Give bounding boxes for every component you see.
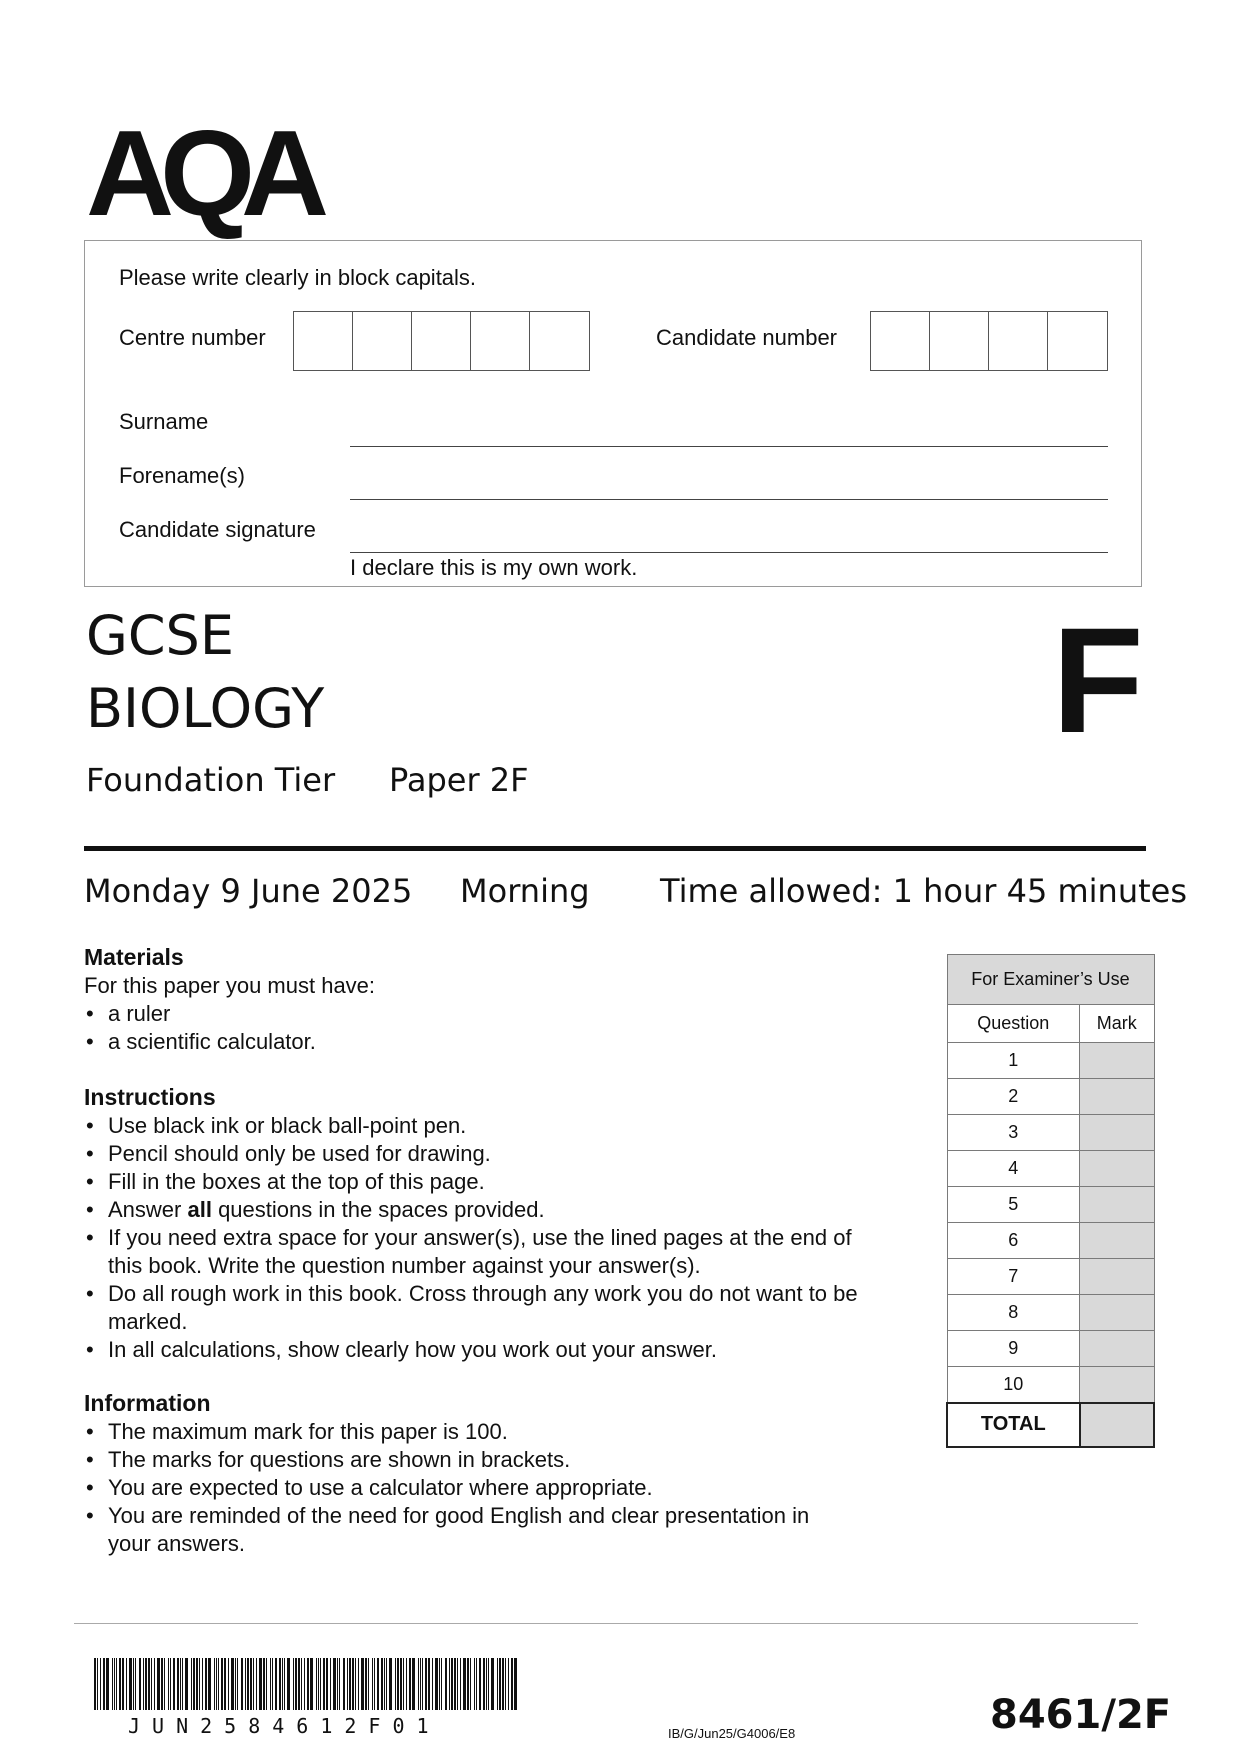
centre-number-boxes[interactable] (293, 311, 590, 371)
tier-label: Foundation Tier (86, 761, 336, 799)
centre-number-digit[interactable] (471, 312, 530, 370)
mark-cell[interactable] (1080, 1079, 1154, 1115)
list-item: • Use black ink or black ball-point pen. (84, 1112, 904, 1140)
mark-cell[interactable] (1080, 1367, 1154, 1403)
mark-cell[interactable] (1080, 1043, 1154, 1079)
header-divider (84, 846, 1146, 851)
candidate-number-digit[interactable] (871, 312, 930, 370)
list-item: • If you need extra space for your answer(s), use the lined pages at the end of this book. Write the question number against your answer(s). (84, 1224, 884, 1280)
exam-date: Monday 9 June 2025 (84, 872, 413, 910)
materials-section (84, 942, 904, 1056)
time-allowed: Time allowed: 1 hour 45 minutes (660, 872, 1187, 910)
question-number: 3 (947, 1115, 1080, 1151)
question-column-header: Question (947, 1005, 1080, 1043)
candidate-number-boxes[interactable] (870, 311, 1108, 371)
examiner-table-title: For Examiner’s Use (947, 955, 1154, 1005)
materials-intro: For this paper you must have: (84, 973, 376, 998)
candidate-number-digit[interactable] (989, 312, 1048, 370)
question-number: 6 (947, 1223, 1080, 1259)
paper-code: 8461/2F (990, 1692, 1172, 1738)
table-row (947, 1187, 1154, 1223)
table-row (947, 1259, 1154, 1295)
question-number: 4 (947, 1151, 1080, 1187)
signature-line[interactable] (350, 552, 1108, 553)
block-capitals-instruction: Please write clearly in block capitals. (119, 265, 477, 290)
information-section (84, 1388, 904, 1558)
forenames-line[interactable] (350, 499, 1108, 500)
examiner-use-table (946, 954, 1155, 1448)
paper-reference: IB/G/Jun25/G4006/E8 (668, 1726, 796, 1741)
mark-cell[interactable] (1080, 1331, 1154, 1367)
centre-number-digit[interactable] (530, 312, 589, 370)
question-number: 10 (947, 1367, 1080, 1403)
mark-cell[interactable] (1080, 1223, 1154, 1259)
list-item: • a ruler (84, 1000, 904, 1028)
table-row (947, 1115, 1154, 1151)
exam-session: Morning (460, 872, 590, 910)
mark-cell[interactable] (1080, 1151, 1154, 1187)
list-item: • Do all rough work in this book. Cross through any work you do not want to be marked. (84, 1280, 864, 1336)
surname-line[interactable] (350, 446, 1108, 447)
aqa-logo: AQA (86, 105, 316, 241)
table-row (947, 1367, 1154, 1403)
centre-number-digit[interactable] (294, 312, 353, 370)
table-row (947, 1079, 1154, 1115)
instructions-heading: Instructions (84, 1084, 216, 1110)
total-label: TOTAL (947, 1403, 1080, 1447)
list-item: • a scientific calculator. (84, 1028, 904, 1056)
surname-label: Surname (119, 409, 209, 434)
barcode-text: JUN2584612F01 (128, 1714, 441, 1738)
information-heading: Information (84, 1390, 211, 1416)
mark-cell[interactable] (1080, 1259, 1154, 1295)
signature-label: Candidate signature (119, 517, 316, 542)
qualification-title: GCSE (86, 604, 234, 667)
table-row (947, 1295, 1154, 1331)
question-number: 7 (947, 1259, 1080, 1295)
footer-divider (74, 1623, 1138, 1624)
question-number: 1 (947, 1043, 1080, 1079)
list-item: • In all calculations, show clearly how you work out your answer. (84, 1336, 904, 1364)
instructions-section (84, 1082, 904, 1364)
list-item: • Fill in the boxes at the top of this page. (84, 1168, 904, 1196)
table-row (947, 1151, 1154, 1187)
mark-cell[interactable] (1080, 1115, 1154, 1151)
centre-number-digit[interactable] (412, 312, 471, 370)
tier-letter: F (1052, 596, 1144, 764)
declaration-text: I declare this is my own work. (350, 555, 638, 580)
mark-column-header: Mark (1080, 1005, 1154, 1043)
candidate-number-digit[interactable] (930, 312, 989, 370)
answer-all-bold: all (187, 1197, 212, 1222)
subject-title: BIOLOGY (86, 677, 325, 740)
list-item: • The marks for questions are shown in brackets. (84, 1446, 904, 1474)
paper-label: Paper 2F (389, 761, 529, 799)
question-number: 9 (947, 1331, 1080, 1367)
list-item (84, 1196, 904, 1224)
answer-all-before: Answer (108, 1197, 188, 1222)
barcode-graphic (94, 1658, 524, 1710)
table-row (947, 1043, 1154, 1079)
candidate-number-label: Candidate number (656, 325, 838, 350)
list-item: • You are reminded of the need for good English and clear presentation in your answers. (84, 1502, 844, 1558)
materials-heading: Materials (84, 944, 184, 970)
candidate-details-box (84, 240, 1142, 587)
forenames-label: Forename(s) (119, 463, 245, 488)
candidate-number-digit[interactable] (1048, 312, 1107, 370)
list-item: • The maximum mark for this paper is 100. (84, 1418, 904, 1446)
mark-cell[interactable] (1080, 1187, 1154, 1223)
answer-all-after: questions in the spaces provided. (211, 1197, 545, 1222)
question-number: 2 (947, 1079, 1080, 1115)
table-row (947, 1331, 1154, 1367)
table-row (947, 1223, 1154, 1259)
question-number: 8 (947, 1295, 1080, 1331)
question-number: 5 (947, 1187, 1080, 1223)
centre-number-digit[interactable] (353, 312, 412, 370)
list-item: • Pencil should only be used for drawing. (84, 1140, 904, 1168)
list-item: • You are expected to use a calculator where appropriate. (84, 1474, 904, 1502)
centre-number-label: Centre number (119, 325, 266, 350)
mark-cell[interactable] (1080, 1295, 1154, 1331)
total-mark-cell[interactable] (1080, 1403, 1154, 1447)
